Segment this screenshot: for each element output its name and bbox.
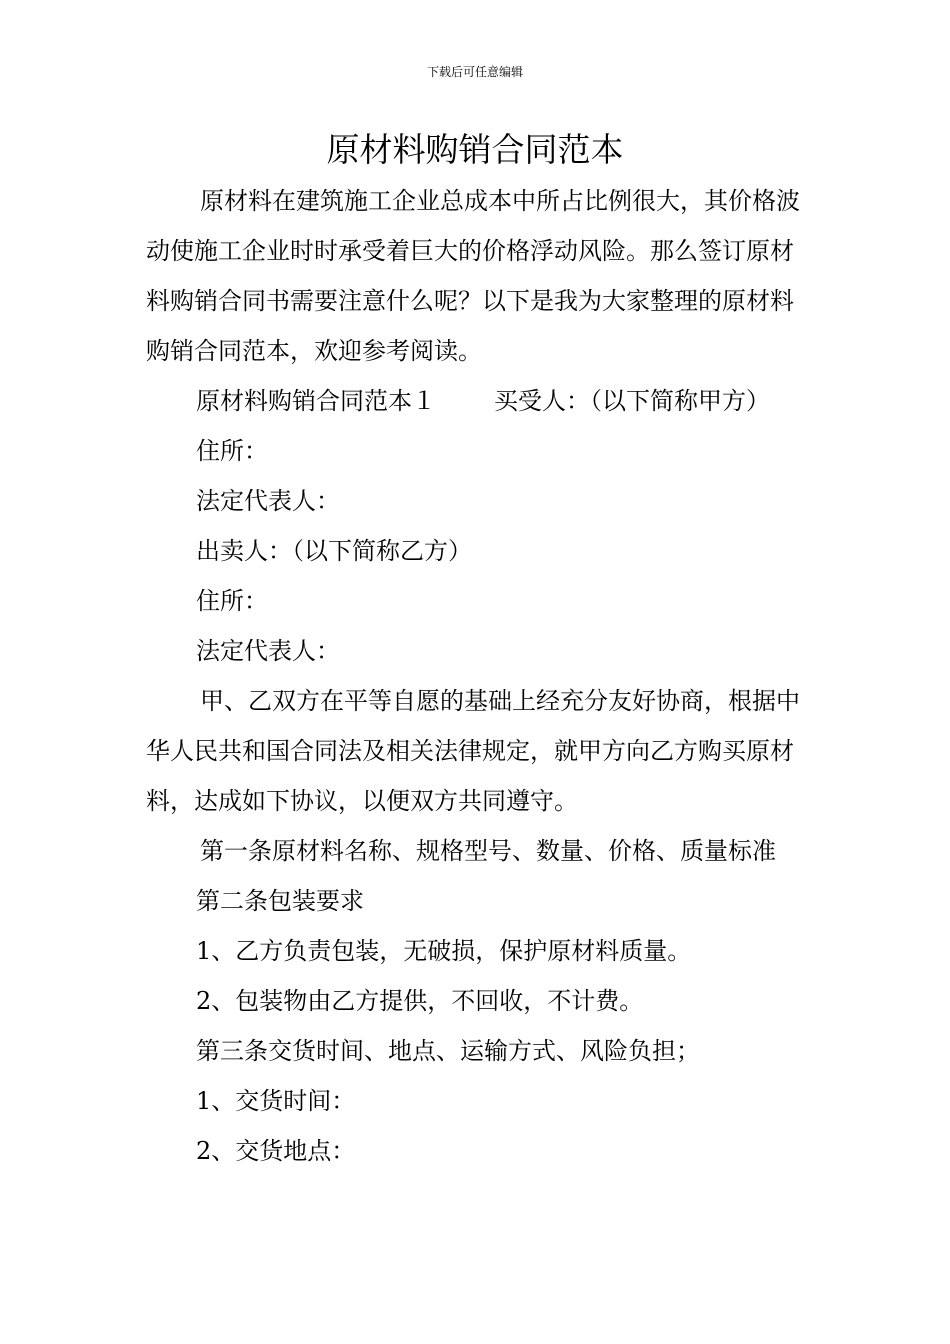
- seller-address: 住所：: [196, 587, 268, 615]
- header-note: 下载后可任意编辑: [426, 65, 523, 79]
- article-3: 第三条交货时间、地点、运输方式、风险负担；: [196, 1037, 700, 1065]
- article-2-item-1: 1、乙方负责包装，无破损，保护原材料质量。: [196, 937, 692, 965]
- article-1: 第一条原材料名称、规格型号、数量、价格、质量标准: [200, 837, 776, 865]
- document-body: [146, 176, 810, 1176]
- document-title: 原材料购销合同范本: [326, 130, 624, 169]
- article-2-item-2: 2、包装物由乙方提供，不回收，不计费。: [196, 987, 644, 1015]
- seller-label: 出卖人：（以下简称乙方）: [196, 537, 472, 565]
- intro-paragraph: 原材料在建筑施工企业总成本中所占比例很大，其价格波动使施工企业时时承受着巨大的价格浮动风险。那么签订原材料购销合同书需要注意什么呢？以下是我为大家整理的原材料购销合同范本，欢迎参考阅读。: [146, 187, 800, 365]
- contract-heading: 原材料购销合同范本１: [196, 387, 436, 415]
- preamble-paragraph: 甲、乙双方在平等自愿的基础上经充分友好协商，根据中华人民共和国合同法及相关法律规定，就甲方向乙方购买原材料，达成如下协议，以便双方共同遵守。: [146, 687, 800, 815]
- buyer-representative: 法定代表人：: [196, 487, 340, 515]
- contract-heading-line: [146, 376, 810, 426]
- article-3-item-2: 2、交货地点：: [196, 1137, 356, 1165]
- buyer-label: 买受人：（以下简称甲方）: [494, 387, 770, 415]
- seller-representative: 法定代表人：: [196, 637, 340, 665]
- buyer-address: 住所：: [196, 437, 268, 465]
- article-3-item-1: 1、交货时间：: [196, 1087, 356, 1115]
- article-2: 第二条包装要求: [196, 887, 364, 915]
